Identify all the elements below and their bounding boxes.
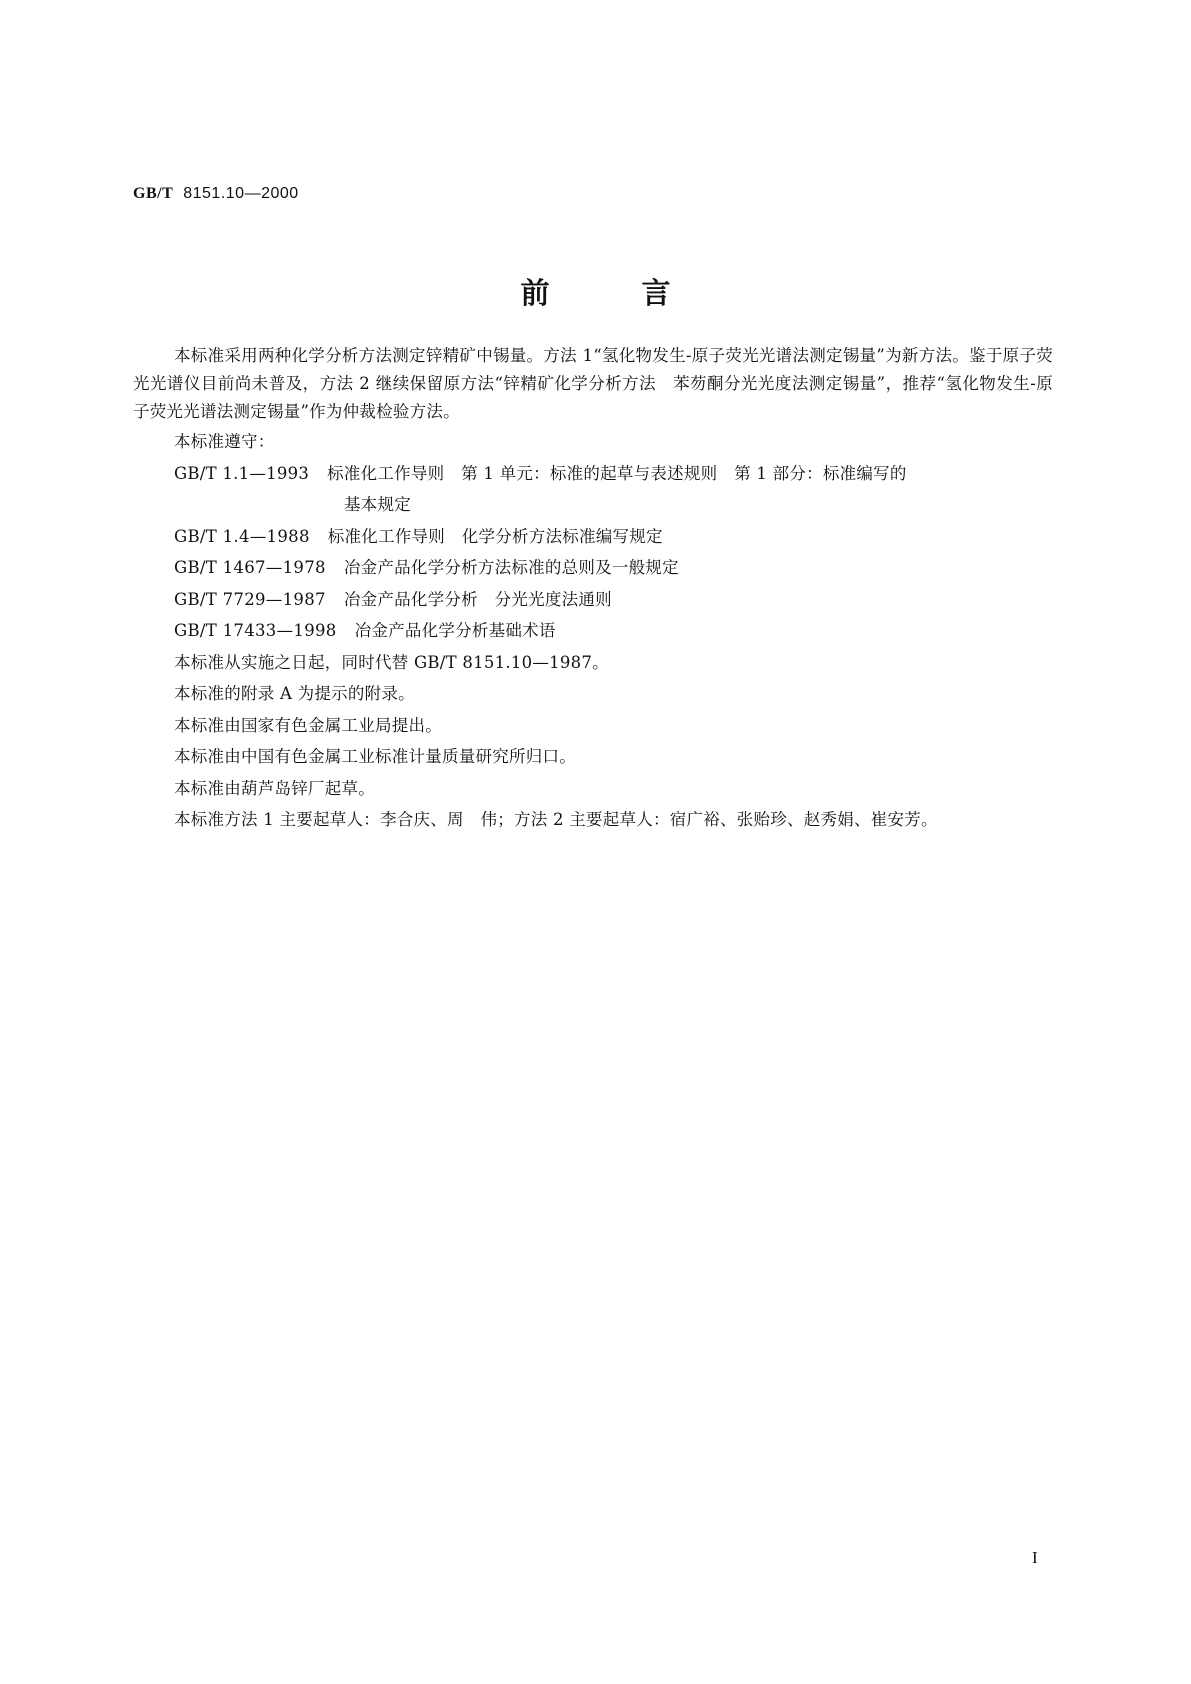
reference-code: GB/T 7729—1987 xyxy=(174,589,326,609)
standard-code-prefix: GB/T xyxy=(133,185,174,202)
statement-drafting-unit: 本标准由葫芦岛锌厂起草。 xyxy=(174,778,375,798)
page-title xyxy=(0,273,1191,313)
reference-title: 标准化工作导则 化学分析方法标准编写规定 xyxy=(327,526,663,546)
reference-title: 冶金产品化学分析 分光光度法通则 xyxy=(343,589,612,609)
reference-title-continuation: 基本规定 xyxy=(344,495,411,514)
standard-code-number: 8151.10—2000 xyxy=(183,185,299,202)
intro-paragraph: 本标准采用两种化学分析方法测定锌精矿中锡量。方法 1“氢化物发生-原子荧光光谱法测定锡量”为新方法。鉴于原子荧光光谱仪目前尚未普及，方法 2 继续保留原方法“锌精矿化学分析方法 苯芴酮分光光度法测定锡量”，推荐“氢化物发生-原子荧光光谱法测定锡量”作为仲裁检验方法。 xyxy=(133,346,1053,421)
reference-item-3 xyxy=(133,552,1053,584)
page-number: I xyxy=(1032,1548,1038,1567)
reference-title: 冶金产品化学分析基础术语 xyxy=(354,621,556,640)
reference-item-5 xyxy=(133,615,1053,647)
title-char-1: 前 xyxy=(520,276,550,310)
reference-title: 标准化工作导则 第 1 单元：标准的起草与表述规则 第 1 部分：标准编写的 xyxy=(327,463,907,483)
reference-code: GB/T 17433—1998 xyxy=(174,621,337,640)
reference-code: GB/T 1.1—1993 xyxy=(174,463,310,483)
reference-item-4 xyxy=(133,584,1053,616)
standard-code xyxy=(133,183,299,204)
reference-code: GB/T 1.4—1988 xyxy=(174,526,310,546)
statement-proposer: 本标准由国家有色金属工业局提出。 xyxy=(174,715,442,735)
document-body xyxy=(133,342,1053,836)
reference-item-2 xyxy=(133,521,1053,553)
statement-drafters: 本标准方法 1 主要起草人：李合庆、周 伟；方法 2 主要起草人：宿广裕、张贻珍、赵秀娟、崔安芳。 xyxy=(174,810,938,829)
statement-appendix: 本标准的附录 A 为提示的附录。 xyxy=(174,684,415,703)
compliance-intro: 本标准遵守： xyxy=(174,432,275,451)
statement-supersedes: 本标准从实施之日起，同时代替 GB/T 8151.10—1987。 xyxy=(174,652,609,672)
reference-first-line xyxy=(174,458,1053,490)
reference-code: GB/T 1467—1978 xyxy=(174,558,326,577)
reference-item-1 xyxy=(133,458,1053,521)
statement-responsible-org: 本标准由中国有色金属工业标准计量质量研究所归口。 xyxy=(174,747,576,766)
reference-title: 冶金产品化学分析方法标准的总则及一般规定 xyxy=(343,558,679,577)
title-char-2: 言 xyxy=(641,276,671,310)
